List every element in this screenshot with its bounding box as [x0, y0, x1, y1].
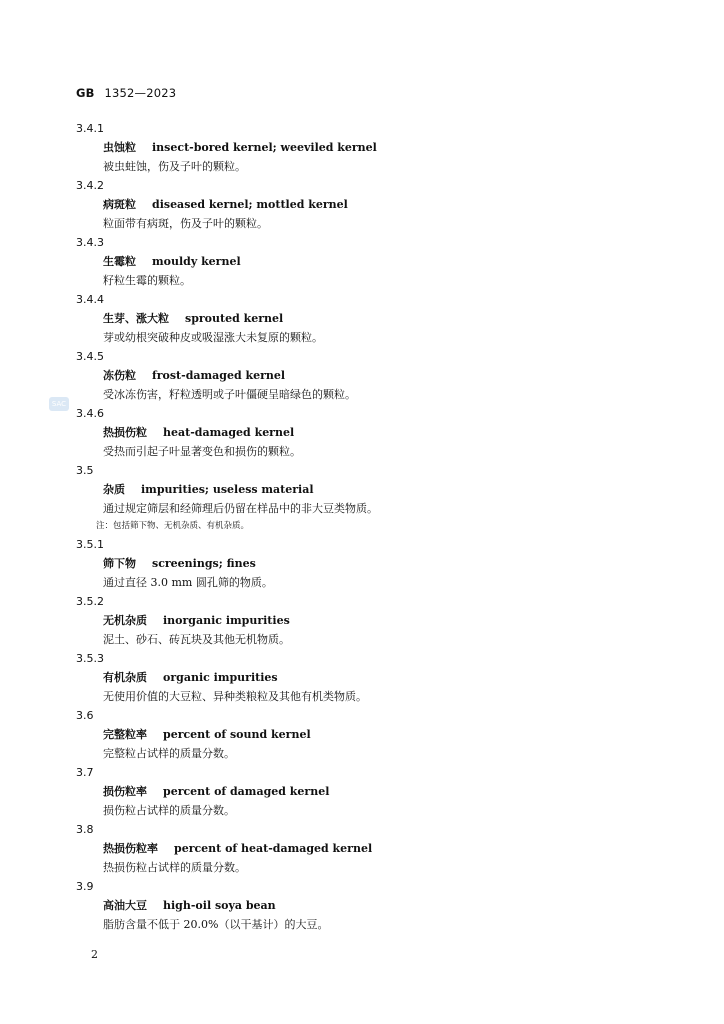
clause-number: 3.5.2 [76, 595, 104, 608]
entry-3-6 [76, 706, 676, 763]
term-zh: 无机杂质 [103, 614, 147, 627]
definition: 粒面带有病斑，伤及子叶的颗粒。 [103, 217, 268, 230]
clause-number: 3.9 [76, 880, 94, 893]
term-line [76, 195, 676, 214]
term-zh: 热损伤粒率 [103, 842, 158, 855]
clause-number: 3.6 [76, 709, 94, 722]
clause-number: 3.8 [76, 823, 94, 836]
entry-3-4-4 [76, 290, 676, 347]
clause-number: 3.4.3 [76, 236, 104, 249]
term-line [76, 252, 676, 271]
entry-3-4-6 [76, 404, 676, 461]
term-zh: 损伤粒率 [103, 785, 147, 798]
definition: 完整粒占试样的质量分数。 [103, 747, 235, 760]
clause-number: 3.4.1 [76, 122, 104, 135]
definition: 脂肪含量不低于 20.0%（以干基计）的大豆。 [103, 918, 329, 931]
term-line [76, 725, 676, 744]
term-zh: 杂质 [103, 483, 125, 496]
clause-number: 3.7 [76, 766, 94, 779]
term-en: inorganic impurities [163, 614, 290, 627]
term-en: frost-damaged kernel [152, 369, 286, 382]
definition: 被虫蛀蚀，伤及子叶的颗粒。 [103, 160, 246, 173]
term-line [76, 138, 676, 157]
term-line [76, 611, 676, 630]
term-zh: 病斑粒 [103, 198, 136, 211]
entry-3-5-1 [76, 535, 676, 592]
clause-number: 3.4.2 [76, 179, 104, 192]
term-line [76, 480, 676, 499]
entry-3-4-3 [76, 233, 676, 290]
term-zh: 完整粒率 [103, 728, 147, 741]
clause-number: 3.5.3 [76, 652, 104, 665]
entry-3-4-1 [76, 119, 676, 176]
term-zh: 热损伤粒 [103, 426, 147, 439]
term-en: insect-bored kernel; weeviled kernel [152, 141, 377, 154]
term-line [76, 554, 676, 573]
definition: 籽粒生霉的颗粒。 [103, 274, 191, 287]
entry-3-4-5 [76, 347, 676, 404]
definition: 无使用价值的大豆粒、异种类粮粒及其他有机类物质。 [103, 690, 367, 703]
term-en: heat-damaged kernel [163, 426, 295, 439]
term-zh: 高油大豆 [103, 899, 147, 912]
definitions-list [76, 119, 676, 934]
definition: 芽或幼根突破种皮或吸湿涨大未复原的颗粒。 [103, 331, 323, 344]
definition: 热损伤粒占试样的质量分数。 [103, 861, 246, 874]
term-en: sprouted kernel [185, 312, 284, 325]
page-number: 2 [91, 948, 98, 961]
clause-number: 3.4.4 [76, 293, 104, 306]
term-en: mouldy kernel [152, 255, 241, 268]
definition: 受冰冻伤害，籽粒透明或子叶僵硬呈暗绿色的颗粒。 [103, 388, 356, 401]
term-line [76, 309, 676, 328]
term-line [76, 668, 676, 687]
definition: 损伤粒占试样的质量分数。 [103, 804, 235, 817]
definition: 受热而引起子叶显著变色和损伤的颗粒。 [103, 445, 301, 458]
clause-number: 3.5.1 [76, 538, 104, 551]
term-en: screenings; fines [152, 557, 256, 570]
entry-3-8 [76, 820, 676, 877]
term-zh: 生芽、涨大粒 [103, 312, 169, 325]
clause-number: 3.4.5 [76, 350, 104, 363]
definition: 通过直径 3.0 mm 圆孔筛的物质。 [103, 576, 273, 589]
entry-3-5-2 [76, 592, 676, 649]
term-zh: 有机杂质 [103, 671, 147, 684]
term-zh: 冻伤粒 [103, 369, 136, 382]
note: 注：包括筛下物、无机杂质、有机杂质。 [96, 521, 250, 531]
clause-number: 3.4.6 [76, 407, 104, 420]
term-zh: 生霉粒 [103, 255, 136, 268]
entry-3-4-2 [76, 176, 676, 233]
standard-code: GB [76, 86, 95, 100]
term-line [76, 896, 676, 915]
term-zh: 虫蚀粒 [103, 141, 136, 154]
clause-number: 3.5 [76, 464, 94, 477]
term-zh: 筛下物 [103, 557, 136, 570]
entry-3-5 [76, 461, 676, 535]
entry-3-5-3 [76, 649, 676, 706]
entry-3-7 [76, 763, 676, 820]
term-en: percent of heat-damaged kernel [174, 842, 373, 855]
definition: 泥土、砂石、砖瓦块及其他无机物质。 [103, 633, 290, 646]
term-line [76, 839, 676, 858]
watermark-logo: SAC [49, 397, 69, 411]
term-line [76, 366, 676, 385]
term-en: high-oil soya bean [163, 899, 276, 912]
entry-3-9 [76, 877, 676, 934]
term-en: percent of sound kernel [163, 728, 311, 741]
term-line [76, 782, 676, 801]
definition: 通过规定筛层和经筛理后仍留在样品中的非大豆类物质。 [103, 502, 378, 515]
term-line [76, 423, 676, 442]
term-en: diseased kernel; mottled kernel [152, 198, 348, 211]
page-header [76, 86, 176, 100]
standard-number: 1352—2023 [104, 86, 177, 100]
term-en: percent of damaged kernel [163, 785, 330, 798]
term-en: impurities; useless material [141, 483, 314, 496]
term-en: organic impurities [163, 671, 278, 684]
